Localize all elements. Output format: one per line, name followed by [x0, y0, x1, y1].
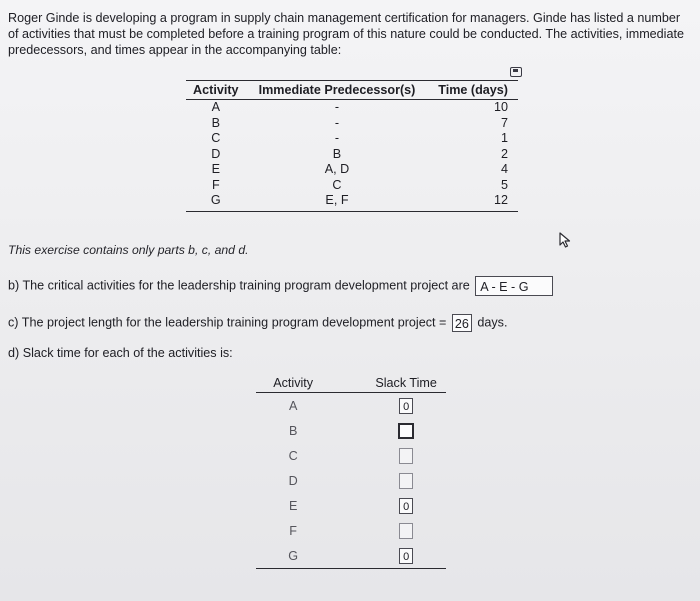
table-row	[256, 443, 446, 468]
slack-input[interactable]	[399, 473, 413, 489]
slack-input[interactable]	[399, 523, 413, 539]
slack-input[interactable]: 0	[399, 398, 413, 414]
project-length-answer-field[interactable]: 26	[452, 314, 472, 332]
header-activity: Activity	[186, 81, 246, 100]
predecessor-cell: B	[332, 146, 342, 161]
question-b	[8, 276, 553, 296]
slack-input[interactable]	[399, 448, 413, 464]
table-row	[186, 193, 518, 211]
table-row	[186, 147, 518, 163]
slack-cell	[330, 493, 446, 518]
time-cell: 5	[500, 177, 508, 192]
table-row	[186, 131, 518, 147]
slack-cell	[330, 393, 446, 419]
slack-input[interactable]: 0	[399, 548, 413, 564]
question-d-label: d) Slack time for each of the activities is:	[8, 346, 233, 360]
question-b-label: b) The critical activities for the leadership training program development project are	[8, 278, 470, 293]
activity-table	[186, 80, 518, 212]
predecessor-cell: -	[334, 115, 340, 130]
time-cell: 1	[500, 131, 508, 145]
predecessor-cell: -	[334, 131, 340, 145]
slack-cell	[330, 418, 446, 443]
activity-cell: E	[211, 162, 220, 176]
activity-cell: D	[288, 473, 298, 488]
table-row	[256, 468, 446, 493]
table-row	[256, 418, 446, 443]
copy-icon[interactable]	[510, 67, 522, 77]
table-row	[256, 393, 446, 419]
slack-cell	[330, 443, 446, 468]
activity-cell: E	[288, 498, 298, 513]
slack-cell	[330, 518, 446, 543]
time-cell: 4	[500, 162, 508, 176]
slack-cell	[330, 468, 446, 493]
activity-cell: F	[211, 177, 220, 192]
activity-cell: F	[289, 523, 297, 538]
header-activity: Activity	[256, 374, 330, 393]
time-cell: 10	[493, 100, 508, 114]
slack-cell	[330, 543, 446, 569]
predecessor-cell: -	[334, 100, 340, 114]
question-c-label: c) The project length for the leadership training program development project =	[8, 315, 447, 330]
exercise-note: This exercise contains only parts b, c, and d.	[8, 243, 249, 257]
time-cell: 12	[428, 193, 518, 211]
critical-path-answer-field[interactable]: A - E - G	[475, 276, 553, 296]
predecessor-cell: C	[332, 177, 342, 192]
time-cell: 2	[500, 146, 508, 161]
table-row	[186, 100, 518, 116]
activity-cell: D	[211, 146, 221, 161]
slack-input[interactable]	[398, 423, 414, 439]
slack-table	[256, 374, 446, 569]
activity-cell: A	[288, 398, 298, 413]
slack-input[interactable]: 0	[399, 498, 413, 514]
activity-cell: C	[288, 448, 298, 463]
table-row	[186, 116, 518, 132]
header-slack-time: Slack Time	[330, 374, 446, 393]
activity-cell: G	[186, 193, 246, 211]
time-cell: 7	[500, 115, 508, 130]
mouse-pointer-icon	[559, 232, 573, 248]
question-c-unit: days.	[477, 315, 508, 330]
table-row	[256, 518, 446, 543]
header-predecessor: Immediate Predecessor(s)	[246, 81, 429, 100]
table-row	[256, 493, 446, 518]
table-row	[186, 178, 518, 194]
activity-cell: G	[256, 543, 330, 569]
table-row	[186, 162, 518, 178]
question-c	[8, 314, 507, 332]
predecessor-cell: A, D	[324, 162, 350, 176]
activity-cell: C	[211, 131, 221, 145]
activity-cell: B	[288, 423, 298, 438]
header-time: Time (days)	[428, 81, 518, 100]
problem-statement: Roger Ginde is developing a program in supply chain management certification for managers. Ginde has listed a number of activities that must be completed before a training program of this nature could be conducted. The activities, immediate predecessors, and times appear in the accompanying table:	[8, 11, 684, 57]
activity-cell: A	[211, 100, 220, 114]
activity-cell: B	[211, 115, 220, 130]
table-row	[256, 543, 446, 569]
predecessor-cell: E, F	[246, 193, 429, 211]
